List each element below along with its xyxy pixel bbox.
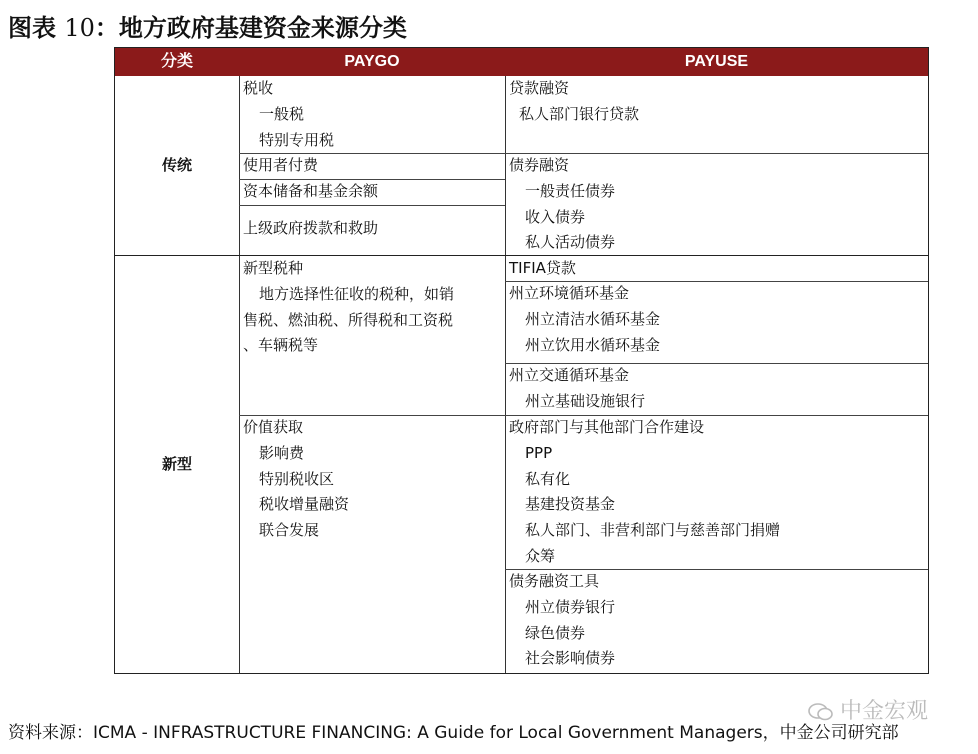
cell-item: 地方选择性征收的税种，如销 [259,284,455,303]
header-paygo: PAYGO [344,53,400,70]
cell-item: 一般责任债券 [525,181,616,200]
category-traditional: 传统 [161,156,192,174]
cell-state-revolving-fund [509,281,660,358]
cell-heading: 上级政府拨款和救助 [243,219,379,237]
cell-heading: 资本储备和基金余额 [243,182,379,200]
cell-item: 众筹 [525,546,556,565]
cell-heading: 债券融资 [509,156,570,174]
cell-new-taxes [243,256,454,359]
cell-value-capture [243,415,349,544]
cell-heading: 州立环境循环基金 [509,284,630,302]
cell-heading: 税收 [243,79,274,97]
cell-item: 私人活动债券 [525,233,616,252]
cell-heading: 政府部门与其他部门合作建设 [509,418,705,436]
cell-heading: 债务融资工具 [509,572,600,590]
cell-item: 售税、燃油税、所得税和工资税 [243,310,454,329]
cell-item: 联合发展 [259,521,320,540]
cell-debt-instruments [509,569,615,672]
figure-title-number: 10 [64,14,95,42]
cell-capital-reserves [243,179,378,205]
funding-source-table [114,47,929,674]
cell-item: 、车辆税等 [243,336,319,355]
table-header-row [115,48,928,76]
cell-heading: 贷款融资 [509,79,570,97]
cell-loan-financing [509,76,639,128]
cell-item: 特别专用税 [259,130,335,149]
cell-bond-financing [509,153,615,256]
watermark-text: 中金宏观 [840,699,929,724]
cell-item: 一般税 [259,104,305,123]
cell-heading: TIFIA贷款 [509,259,576,277]
cell-item: 特别税收区 [259,469,335,488]
cell-heading: 价值获取 [243,418,304,436]
cell-item: PPP [525,443,553,462]
cell-heading: 新型税种 [243,259,304,277]
cell-grants [243,216,378,242]
cell-tax [243,76,334,153]
cell-item: 私人部门、非营利部门与慈善部门捐赠 [525,521,781,540]
cell-partnership [509,415,780,570]
cell-item: 影响费 [259,443,305,462]
cell-item: 社会影响债券 [525,649,616,668]
cell-item: 私有化 [525,469,571,488]
header-payuse: PAYUSE [684,53,749,70]
column-divider [505,76,506,673]
figure-title-prefix: 图表 [8,14,56,42]
cell-heading: 州立交通循环基金 [509,366,630,384]
cell-item: 绿色债券 [525,623,586,642]
cell-transport-fund [509,363,645,415]
row-divider [239,205,505,206]
cell-heading: 使用者付费 [243,156,319,174]
source-note: 资料来源：ICMA - INFRASTRUCTURE FINANCING: A Guide for Local Government Managers，中金公司研究部 [8,723,899,743]
column-divider [239,76,240,673]
cell-item: 税收增量融资 [259,495,350,514]
cell-item: 州立清洁水循环基金 [525,309,661,328]
cell-item: 收入债券 [525,207,586,226]
category-new: 新型 [161,455,192,473]
cell-item: 州立基础设施银行 [525,391,646,410]
figure-title-text: ：地方政府基建资金来源分类 [94,14,407,42]
header-category: 分类 [160,53,193,70]
cell-item: 基建投资基金 [525,495,616,514]
cell-item: 私人部门银行贷款 [519,104,640,123]
cell-user-fees [243,153,318,179]
figure-title [8,8,407,43]
cell-item: 州立饮用水循环基金 [525,335,661,354]
cell-item: 州立债券银行 [525,597,616,616]
cell-tifia [509,256,576,282]
